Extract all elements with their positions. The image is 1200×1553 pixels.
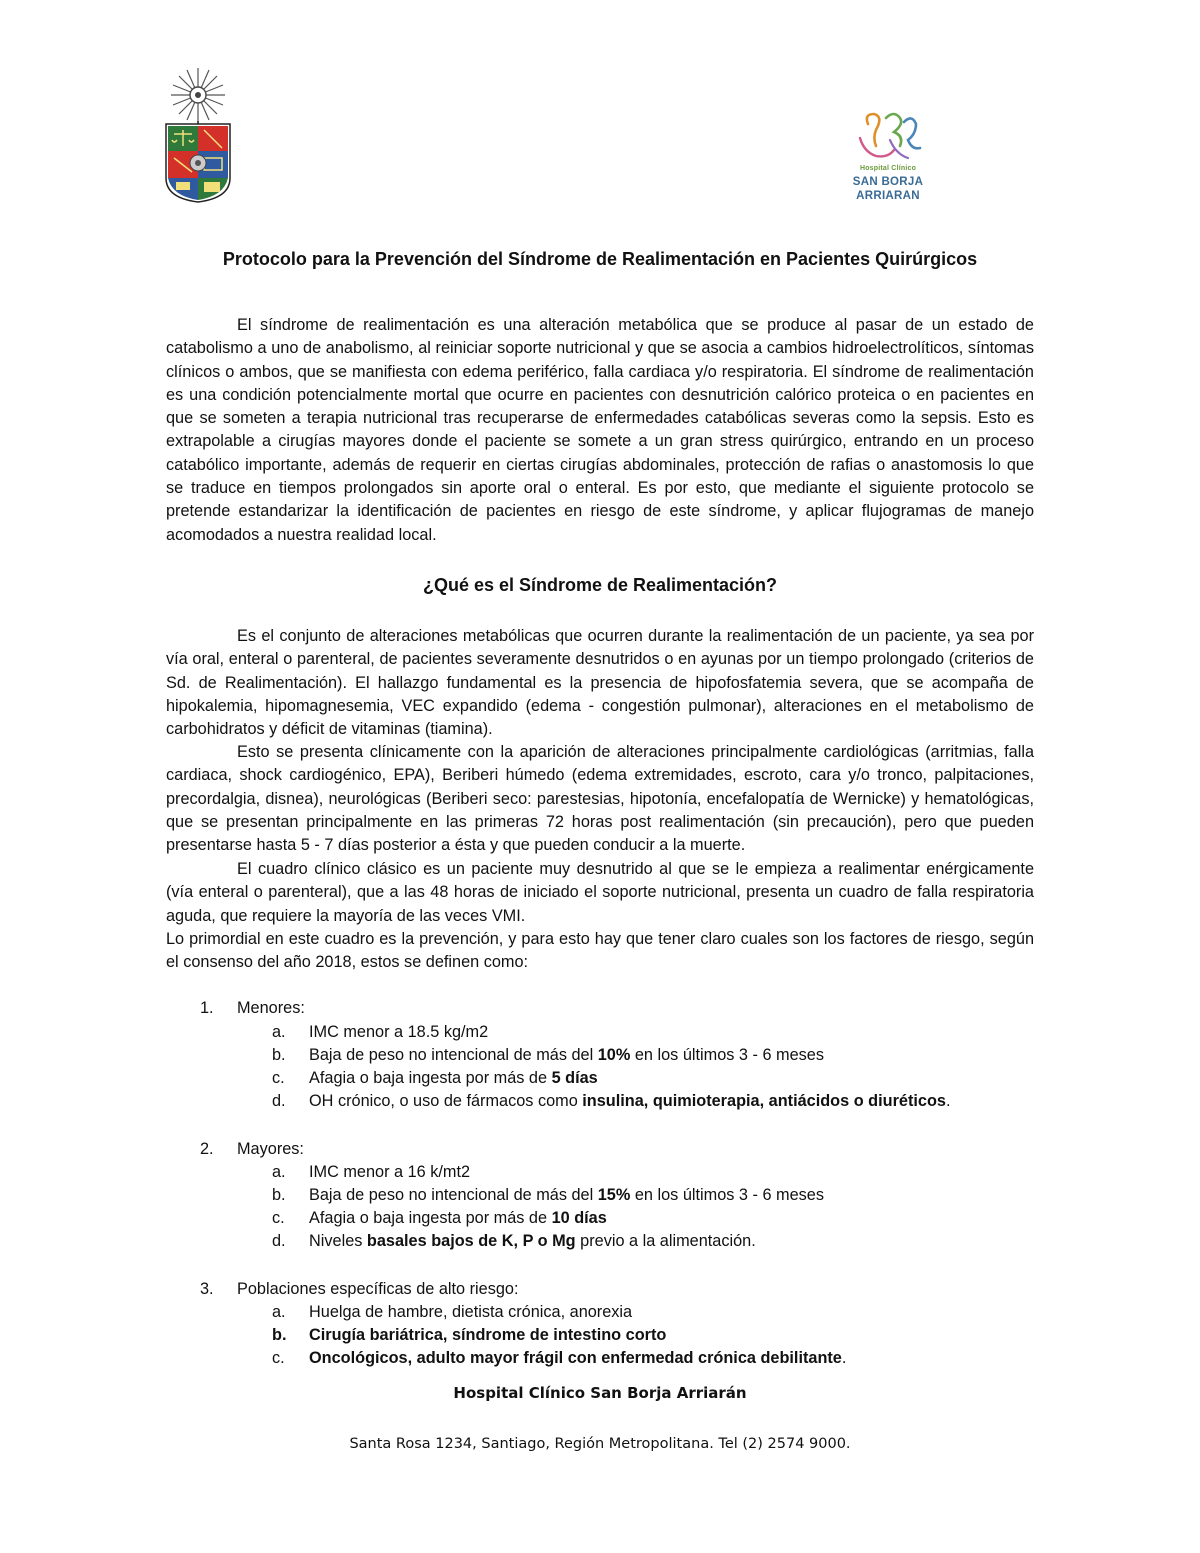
list-item-menores [200, 997, 305, 1020]
subitem-bold: insulina, quimioterapia, antiácidos o diuréticos [582, 1092, 946, 1110]
document-title: Protocolo para la Prevención del Síndrome de Realimentación en Pacientes Quirúrgicos [222, 249, 978, 269]
list-subitem [272, 1207, 1032, 1230]
list-label: Poblaciones específicas de alto riesgo: [237, 1280, 519, 1298]
classic-text: El cuadro clínico clásico es un paciente muy desnutrido al que se le empieza a realimentar enérgicamente (vía enteral o parenteral), que a las 48 horas de iniciado el soporte nutricional, presenta un cuadro de falla respiratoria aguda, que requiere la mayoría de las veces VMI. [166, 860, 1034, 925]
list-subitem [272, 1324, 1032, 1347]
subitem-letter: c. [272, 1069, 285, 1087]
subitem-text: Baja de peso no intencional de más del [309, 1186, 598, 1204]
prevention-paragraph [166, 928, 1034, 975]
subitem-letter: a. [272, 1303, 286, 1321]
logo-name-line2: ARRIARAN [856, 190, 920, 202]
subitem-bold: 5 días [551, 1069, 598, 1087]
footer-hospital-name: Hospital Clínico San Borja Arriarán [453, 1384, 747, 1402]
universidad-de-chile-coat-of-arms-icon [160, 66, 236, 206]
intro-paragraph [166, 314, 1034, 547]
subitem-text: en los últimos 3 - 6 meses [630, 1046, 824, 1064]
subitem-text: Afagia o baja ingesta por más de [309, 1209, 552, 1227]
subitem-text: OH crónico, o uso de fármacos como [309, 1092, 583, 1110]
list-subitem [272, 1301, 1032, 1324]
subitem-bold: Oncológicos, adulto mayor frágil con enfermedad crónica debilitante [309, 1349, 842, 1367]
subitem-letter: b. [272, 1046, 286, 1064]
subitem-text: Huelga de hambre, dietista crónica, anorexia [309, 1303, 633, 1321]
list-subitem [272, 1067, 1032, 1090]
hospital-logo-mark-icon [846, 110, 930, 166]
subitem-text: IMC menor a 16 k/mt2 [309, 1163, 471, 1181]
subitem-text: Afagia o baja ingesta por más de [309, 1069, 552, 1087]
list-label: Mayores: [237, 1140, 304, 1158]
list-subitem [272, 1230, 1032, 1253]
prevention-text: Lo primordial en este cuadro es la prevención, y para esto hay que tener claro cuales son los factores de riesgo, según el consenso del año 2018, estos se definen como: [166, 930, 1034, 972]
subitem-text: . [841, 1349, 847, 1367]
classic-paragraph [166, 858, 1034, 928]
subitem-letter: a. [272, 1023, 286, 1041]
logo-subtitle: Hospital Clínico [859, 165, 917, 172]
subitem-letter: d. [272, 1092, 286, 1110]
footer-address: Santa Rosa 1234, Santiago, Región Metropolitana. Tel (2) 2574 9000. [349, 1436, 851, 1452]
list-number: 1. [200, 999, 214, 1017]
subitem-bold: 10% [597, 1046, 631, 1064]
list-subitem [272, 1090, 1032, 1113]
subitem-letter: c. [272, 1209, 285, 1227]
subitem-bold: basales bajos de K, P o Mg [366, 1232, 576, 1250]
subitem-bold: 15% [597, 1186, 631, 1204]
subitem-text: IMC menor a 18.5 kg/m2 [309, 1023, 489, 1041]
list-subitem [272, 1347, 1032, 1370]
definition-text: Es el conjunto de alteraciones metabólicas que ocurren durante la realimentación de un paciente, ya sea por vía oral, enteral o parenteral, de pacientes severamente desnutridos o en ayunas por un tiempo prolongado (criterios de Sd. de Realimentación). El hallazgo fundamental es la presencia de hipofosfatemia severa, que se acompaña de hipokalemia, hipomagnesemia, VEC expandido (edema - congestión pulmonar), alteraciones en el metabolismo de carbohidratos y déficit de vitaminas (tiamina). [166, 627, 1034, 739]
clinical-paragraph [166, 741, 1034, 857]
subitem-text: Niveles [309, 1232, 367, 1250]
list-label: Menores: [237, 999, 305, 1017]
subitem-letter: c. [272, 1349, 285, 1367]
subitem-text: en los últimos 3 - 6 meses [630, 1186, 824, 1204]
subitem-letter: b. [272, 1186, 286, 1204]
subitem-text: previo a la alimentación. [575, 1232, 756, 1250]
intro-text: El síndrome de realimentación es una alteración metabólica que se produce al pasar de un estado de catabolismo a uno de anabolismo, al reiniciar soporte nutricional y que se asocia a cambios hidroelectrolíticos, síntomas clínicos o ambos, que se manifiesta con edema periférico, falla cardiaca y/o respiratoria. El síndrome de realimentación es una condición potencialmente mortal que ocurre en pacientes con desnutrición calórico proteica o en pacientes en que se someten a terapia nutricional tras recuperarse de enfermedades catabólicas severas como la sepsis. Esto es extrapolable a cirugías mayores donde el paciente se somete a un gran stress quirúrgico, entrando en un proceso catabólico importante, además de requerir en ciertas cirugías abdominales, protección de rafias o anastomosis lo que se traduce en tiempos prolongados sin aporte oral o enteral. Es por esto, que mediante el siguiente protocolo se pretende estandarizar la identificación de pacientes en riesgo de este síndrome, y aplicar flujogramas de manejo acomodados a nuestra realidad local. [166, 316, 1034, 544]
subitem-letter: a. [272, 1163, 286, 1181]
hospital-logo [846, 110, 930, 206]
subitem-bold: Cirugía bariátrica, síndrome de intestino corto [309, 1326, 667, 1344]
list-number: 3. [200, 1280, 214, 1298]
subitem-letter: b. [272, 1326, 287, 1344]
list-subitem [272, 1044, 1032, 1067]
clinical-text: Esto se presenta clínicamente con la aparición de alteraciones principalmente cardiológicas (arritmias, falla cardiaca, shock cardiogénico, EPA), Beriberi húmedo (edema extremidades, escroto, cara y/o tronco, palpitaciones, precordalgia, disnea), neurológicas (Beriberi seco: parestesias, hipotonía, encefalopatía de Wernicke) y hematológicas, que se presentan principalmente en las primeras 72 horas post realimentación (sin precaución), pero que pueden presentarse hasta 5 - 7 días posterior a ésta y que pueden conducir a la muerte. [166, 743, 1034, 855]
subitem-bold: 10 días [551, 1209, 607, 1227]
definition-paragraph [166, 625, 1034, 741]
subitem-text: Baja de peso no intencional de más del [309, 1046, 598, 1064]
subitem-text: . [945, 1092, 951, 1110]
list-item-mayores [200, 1138, 304, 1161]
list-subitem [272, 1161, 1032, 1184]
list-number: 2. [200, 1140, 214, 1158]
section-title: ¿Qué es el Síndrome de Realimentación? [422, 575, 778, 595]
list-subitem [272, 1021, 1032, 1044]
logo-name-line1: SAN BORJA [852, 176, 924, 188]
list-item-alto-riesgo [200, 1278, 518, 1301]
list-subitem [272, 1184, 1032, 1207]
subitem-letter: d. [272, 1232, 286, 1250]
